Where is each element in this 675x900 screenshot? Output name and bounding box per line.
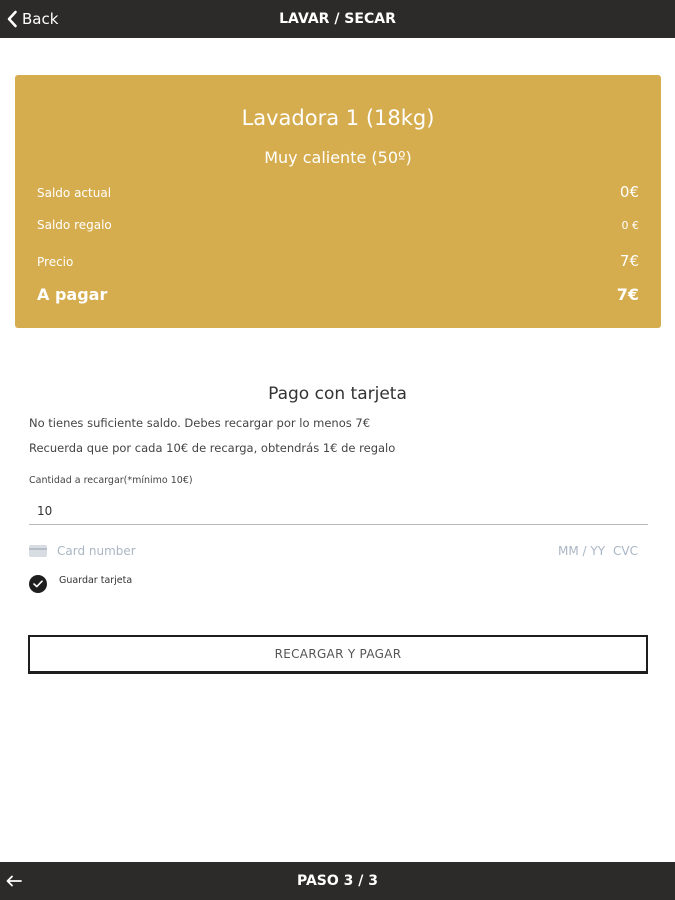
- total-label: A pagar: [37, 285, 108, 304]
- amount-label: Cantidad a recargar(*mínimo 10€): [29, 475, 193, 486]
- summary-row-gift-balance: [37, 218, 639, 232]
- save-card-label: Guardar tarjeta: [59, 575, 133, 586]
- program-name: Muy caliente (50º): [264, 148, 412, 167]
- row-label: Saldo actual: [37, 186, 112, 200]
- insufficient-balance-text: No tienes suficiente saldo. Debes recargar por lo menos 7€: [29, 416, 371, 430]
- summary-row-current-balance: [37, 183, 639, 201]
- summary-row-price: [37, 252, 639, 270]
- row-value: 7€: [619, 252, 639, 270]
- card-expiry-field[interactable]: MM / YY: [557, 544, 606, 558]
- row-value: 0€: [619, 183, 639, 201]
- page-title: LAVAR / SECAR: [279, 11, 396, 27]
- save-card-checkbox[interactable]: [29, 574, 132, 593]
- back-label: Back: [22, 10, 59, 28]
- payment-title: Pago con tarjeta: [268, 384, 407, 404]
- card-input[interactable]: [29, 540, 638, 562]
- previous-step-button[interactable]: [6, 862, 28, 900]
- recharge-and-pay-button[interactable]: RECARGAR Y PAGAR: [28, 635, 648, 674]
- card-number-field[interactable]: Card number: [57, 544, 136, 558]
- row-label: Precio: [37, 255, 74, 269]
- gift-info-text: Recuerda que por cada 10€ de recarga, obtendrás 1€ de regalo: [29, 441, 396, 455]
- row-label: Saldo regalo: [37, 218, 112, 232]
- chevron-left-icon: [6, 10, 18, 28]
- order-summary-card: [15, 75, 661, 328]
- card-cvc-field[interactable]: CVC: [613, 544, 638, 558]
- summary-row-total: [37, 285, 639, 304]
- row-value: 0 €: [621, 219, 639, 232]
- top-bar: [0, 0, 675, 38]
- step-indicator: PASO 3 / 3: [296, 873, 378, 889]
- arrow-left-icon: [6, 872, 22, 891]
- machine-name: Lavadora 1 (18kg): [241, 106, 435, 130]
- bottom-bar: [0, 862, 675, 900]
- checkmark-icon: [29, 575, 47, 593]
- back-button[interactable]: [6, 0, 58, 38]
- total-value: 7€: [616, 285, 639, 304]
- amount-input[interactable]: [29, 497, 648, 525]
- credit-card-icon: [29, 545, 47, 557]
